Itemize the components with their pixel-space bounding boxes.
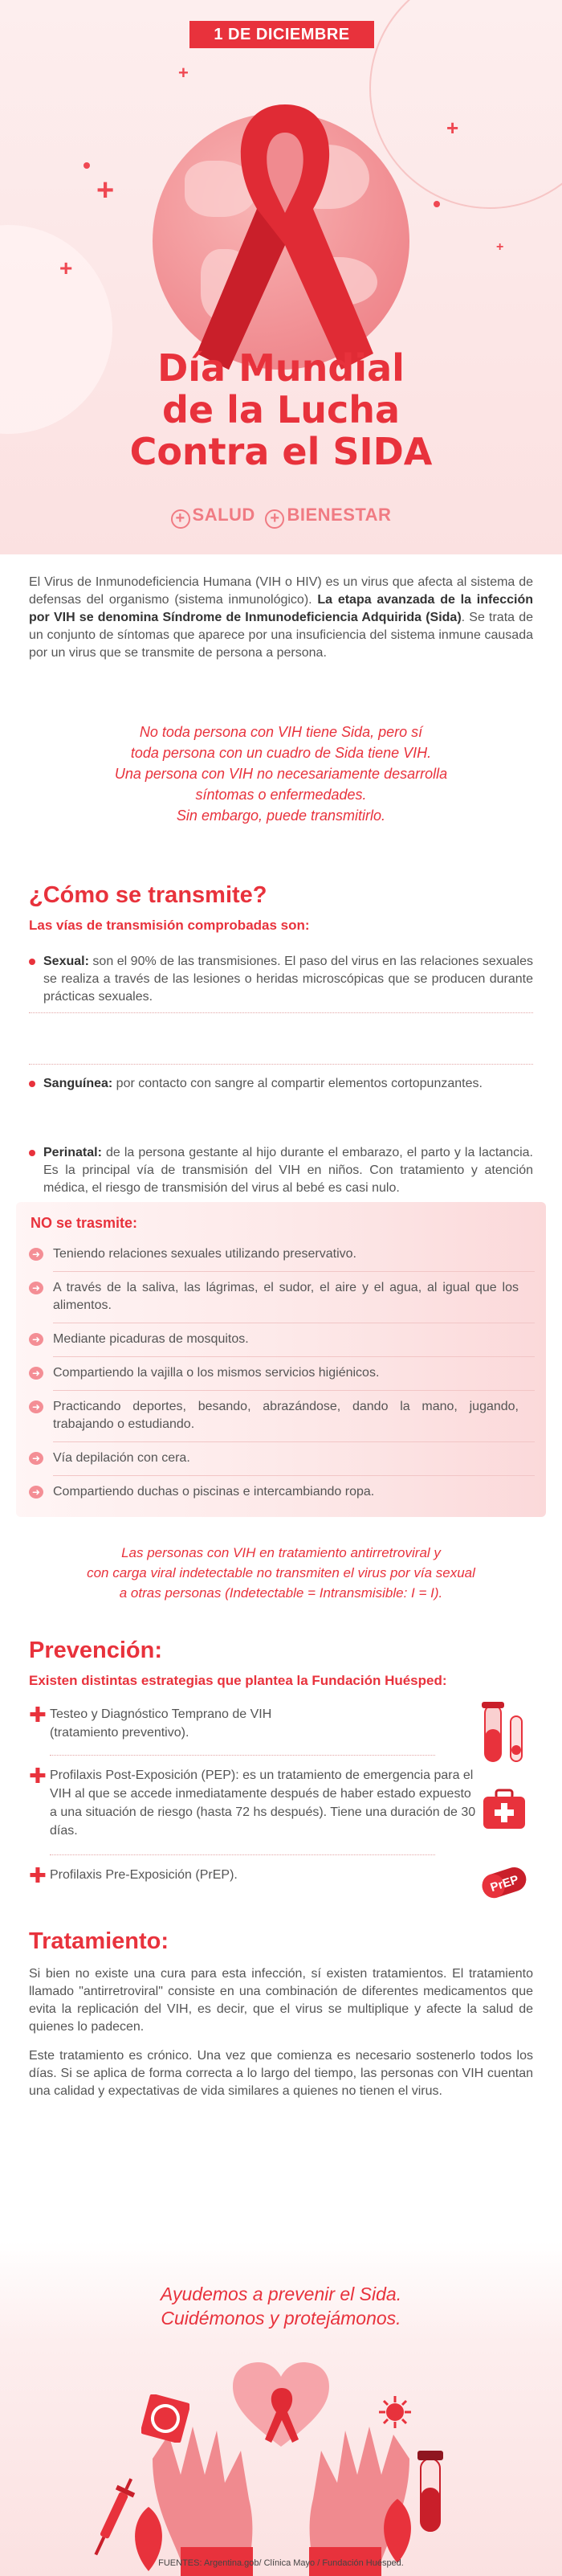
brand-logo: + SALUD + BIENESTAR — [0, 505, 562, 529]
test-tube-icon — [479, 1700, 535, 1773]
intro-paragraph: El Virus de Inmunodeficiencia Humana (VIH o HIV) es un virus que afecta al sistema de defensas del organismo (sistema inmunológico). La etapa avanzada de la infección por VIH se denomina Síndrome de Inmunodeficiencia Adquirida (Sida). Se trata de un conjunto de síntomas que aparece por una insuficiencia del sistema inmune causada por un virus que se transmite de persona a persona. — [29, 575, 534, 660]
date-tag: 1 DE DICIEMBRE — [189, 21, 374, 48]
list-item: ✚ Profilaxis Pre-Exposición (PrEP). — [29, 1863, 238, 1887]
plus-circle-icon: + — [265, 509, 284, 529]
list-item: Perinatal: de la persona gestante al hijo durante el embarazo, el parto y la lactancia. Es la principal vía de transmisión del VIH en niños. Con tratamiento y atención médica, el riesgo de transmisión del virus al bebé es casi nulo. — [29, 1144, 533, 1197]
list-item: ➜ Practicando deportes, besando, abrazándose, dando la mano, jugando, trabajando o estudiando. — [29, 1398, 519, 1433]
plus-icon: ✚ — [29, 1764, 47, 1788]
leaf-icon — [377, 2499, 417, 2563]
divider — [53, 1356, 535, 1357]
plus-icon: ✚ — [29, 1703, 47, 1727]
indetectable-quote: Las personas con VIH en tratamiento antirretroviral y con carga viral indetectable no transmiten el virus por vía sexual a otras personas (Indetectable = Intransmisible: I = I). — [87, 1545, 475, 1601]
plus-icon: ✚ — [29, 1863, 47, 1887]
arrow-right-icon: ➜ — [29, 1367, 43, 1380]
page-title: Día Mundial de la Lucha Contra el SIDA — [129, 346, 433, 473]
divider — [29, 1012, 533, 1013]
list-item: ✚ Testeo y Diagnóstico Temprano de VIH (tratamiento preventivo). — [29, 1703, 272, 1740]
plus-icon: + — [96, 174, 115, 207]
section-title-prevencion: Prevención: — [29, 1638, 162, 1663]
intro-quote: No toda persona con VIH tiene Sida, pero sí toda persona con un cuadro de Sida tiene VIH. Una persona con VIH no necesariamente desarrolla síntomas o enfermedades. Sin embargo, puede transmitirlo. — [114, 724, 448, 824]
decor-dot — [434, 201, 440, 207]
list-item: ➜ Mediante picaduras de mosquitos. — [29, 1331, 519, 1348]
section-subtitle-prevencion: Existen distintas estrategias que plantea la Fundación Huésped: — [29, 1673, 447, 1688]
plus-circle-icon: + — [171, 509, 190, 529]
divider — [50, 1755, 435, 1756]
decor-dot — [83, 162, 90, 169]
divider — [53, 1441, 535, 1442]
plus-icon: + — [446, 116, 459, 140]
list-item: Sanguínea: por contacto con sangre al compartir elementos cortopunzantes. — [29, 1075, 533, 1093]
svg-text:PrEP: PrEP — [488, 1872, 521, 1895]
virus-icon — [377, 2394, 413, 2430]
divider — [53, 1390, 535, 1391]
tratamiento-paragraph-2: Este tratamiento es crónico. Una vez que comienza es necesario sostenerlo todos los días. Si se aplica de forma correcta a lo largo del tiempo, las personas con VIH cuentan una calidad y expectativas de vida similares a quienes no tienen el virus. — [29, 2049, 533, 2098]
first-aid-kit-icon — [480, 1785, 528, 1834]
red-ribbon-icon — [181, 88, 389, 378]
divider — [53, 1475, 535, 1476]
closing-message: Ayudemos a prevenir el Sida. Cuidémonos y protejámonos. — [160, 2284, 402, 2329]
no-transmite-title: NO se trasmite: — [31, 1215, 138, 1231]
blood-tube-icon — [414, 2447, 446, 2536]
divider — [29, 1064, 533, 1065]
section-title-transmision: ¿Cómo se transmite? — [29, 882, 267, 908]
list-item: Sexual: son el 90% de las transmisiones. El paso del virus en las relaciones sexuales se realiza a través de las lesiones o heridas microscópicas que se producen durante prácticas sexuales. — [29, 953, 533, 1006]
section-subtitle-transmision: Las vías de transmisión comprobadas son: — [29, 918, 310, 933]
arrow-right-icon: ➜ — [29, 1248, 43, 1261]
plus-icon: + — [496, 240, 504, 254]
plus-icon: + — [59, 256, 73, 280]
list-item: ➜ Teniendo relaciones sexuales utilizando preservativo. — [29, 1245, 519, 1263]
arrow-right-icon: ➜ — [29, 1282, 43, 1294]
no-transmite-box — [16, 1202, 546, 1517]
divider — [53, 1271, 535, 1272]
hero-banner — [0, 0, 562, 554]
list-item: ➜ Vía depilación con cera. — [29, 1450, 519, 1467]
section-title-tratamiento: Tratamiento: — [29, 1928, 169, 1954]
condom-icon — [141, 2394, 189, 2443]
arrow-right-icon: ➜ — [29, 1333, 43, 1346]
plus-icon: + — [178, 63, 189, 83]
tratamiento-paragraph-1: Si bien no existe una cura para esta infección, sí existen tratamientos. El tratamiento llamado "antirretroviral" consiste en una combinación de diferentes medicamentos que evita la replicación del VIH, es decir, que el virus se multiplique y afecte la salud de quienes lo padecen. — [29, 1967, 533, 2034]
sources-footer: FUENTES: Argentina.gob/ Clínica Mayo / Fundación Huésped. — [158, 2558, 404, 2568]
list-item: ➜ Compartiendo duchas o piscinas e intercambiando ropa. — [29, 1483, 519, 1501]
arrow-right-icon: ➜ — [29, 1452, 43, 1465]
list-item: ✚ Profilaxis Post-Exposición (PEP): es un tratamiento de emergencia para el VIH al que se accede inmediatamente después de haber estado expuesto a una situación de riesgo (hasta 72 hs después). Tiene una duración de 30 días. — [29, 1764, 476, 1838]
list-item: ➜ A través de la saliva, las lágrimas, el sudor, el aire y el agua, al igual que los alimentos. — [29, 1279, 519, 1315]
prep-pill-icon — [479, 1862, 530, 1903]
arrow-right-icon: ➜ — [29, 1400, 43, 1413]
decor-wave — [369, 0, 562, 209]
divider — [50, 1854, 435, 1855]
list-item: ➜ Compartiendo la vajilla o los mismos servicios higiénicos. — [29, 1364, 519, 1382]
arrow-right-icon: ➜ — [29, 1486, 43, 1499]
